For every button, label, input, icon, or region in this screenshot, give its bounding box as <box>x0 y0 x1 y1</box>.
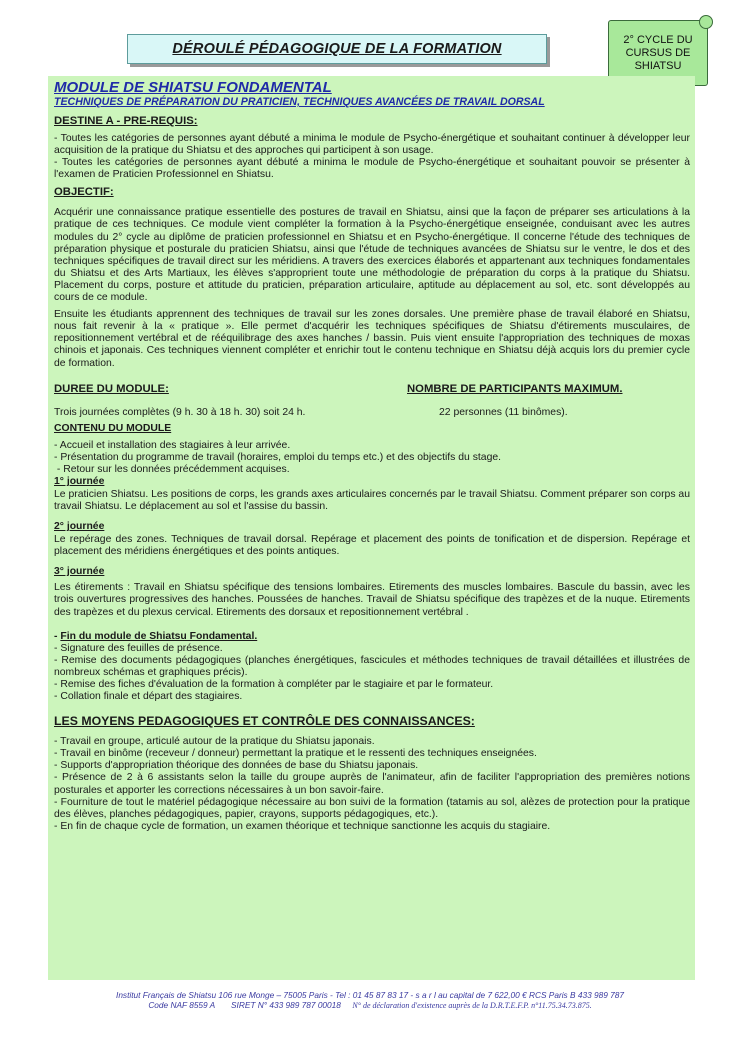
fin-heading: Fin du module de Shiatsu Fondamental. <box>60 630 258 642</box>
duration-participants-values <box>54 407 690 419</box>
fin-line: - Signature des feuilles de présence. <box>54 642 223 654</box>
contenu-line: - Accueil et installation des stagiaires à leur arrivée. <box>54 440 291 452</box>
fin-line: - Remise des documents pédagogiques (planches énergétiques, fascicules et méthodes techniques de travail détaillées et illustrées de nombreux schémas et graphiques précis). <box>54 654 690 678</box>
scroll-curl-top <box>699 15 713 29</box>
day2-heading: 2° journée <box>54 521 105 533</box>
fin-line: - Collation finale et départ des stagiaires. <box>54 691 243 703</box>
footer-siret: Code NAF 8559 A SIRET N° 433 989 787 00018 <box>148 1000 353 1010</box>
prereq-line: - Toutes les catégories de personnes ayant débuté a minima le module de Psycho-énergétique et souhaitant continuer à développer leur acquisition de la pratique du Shiatsu et des approches qui participent à son usage. <box>54 133 690 157</box>
moyens-heading: LES MOYENS PEDAGOGIQUES ET CONTRÔLE DES CONNAISSANCES: <box>54 714 475 729</box>
footer <box>0 990 740 1011</box>
moyens-line: - Fourniture de tout le matériel pédagogique nécessaire au bon suivi de la formation (tatamis au sol, alèzes de protection pour la pratique des élèves, planches pédagogiques, papier, crayons, supports pédagogiques, etc.). <box>54 796 690 820</box>
page-title-box <box>127 34 547 64</box>
duration-participants-row <box>54 383 690 401</box>
cycle-badge-line: CURSUS DE <box>625 46 691 59</box>
moyens-line: - Travail en groupe, articulé autour de la pratique du Shiatsu japonais. <box>54 736 375 748</box>
moyens-line: - Présence de 2 à 6 assistants selon la taille du groupe auprès de l'animateur, afin de faciliter l'appropriation des premières notions posturales et apporter les corrections nécessaires à un bon savoir-faire. <box>54 772 690 796</box>
cycle-badge-line: 2° CYCLE DU <box>623 33 693 46</box>
page-title: DÉROULÉ PÉDAGOGIQUE DE LA FORMATION <box>172 41 502 57</box>
contenu-line: - Retour sur les données précédemment acquises. <box>54 464 290 476</box>
prereq-line: - Toutes les catégories de personnes ayant débuté a minima le module de Psycho-énergétique et souhaitant pouvoir se présenter à l'examen de Praticien Professionnel en Shiatsu. <box>54 157 690 181</box>
duree-value: Trois journées complètes (9 h. 30 à 18 h. 30) soit 24 h. <box>54 406 306 418</box>
document-body <box>54 79 690 833</box>
duree-heading: DUREE DU MODULE: <box>54 382 169 395</box>
participants-heading: NOMBRE DE PARTICIPANTS MAXIMUM. <box>407 382 623 395</box>
footer-line-2 <box>0 1000 740 1011</box>
day3-heading: 3° journée <box>54 565 105 577</box>
moyens-line: - Travail en binôme (receveur / donneur) permettant la pratique et le ressenti des techniques enseignées. <box>54 748 537 760</box>
cycle-badge-line: SHIATSU <box>634 59 682 72</box>
day1-heading: 1° journée <box>54 476 105 488</box>
fin-line: - Remise des fiches d'évaluation de la formation à compléter par le stagiaire et par le formateur. <box>54 679 494 690</box>
footer-line-1: Institut Français de Shiatsu 106 rue Monge – 75005 Paris - Tel : 01 45 87 83 17 - s a r l au capital de 7 622,00 € RCS Paris B 433 989 787 <box>116 990 624 1000</box>
fin-bullet: - <box>54 630 61 642</box>
module-subtitle: TECHNIQUES DE PRÉPARATION DU PRATICIEN, TECHNIQUES AVANCÉES DE TRAVAIL DORSAL <box>54 96 545 108</box>
footer-declaration: N° de déclaration d'existence auprès de la D.R.T.E.F.P. n°11.75.34.73.875. <box>352 1001 592 1010</box>
objectif-heading: OBJECTIF: <box>54 186 114 199</box>
prereq-heading: DESTINE A - PRE-REQUIS: <box>54 115 198 127</box>
objectif-paragraph: Ensuite les étudiants apprennent des techniques de travail sur les zones dorsales. Une première phase de travail élaboré en Shiatsu, nous fait revenir à la « pratique ». Elle permet d'acquérir les techniques spécifiques de Shiatsu d'étirements musculaires, de repositionnement vertébral et de rééquilibrage des axes hanches / bassin. Puis vient ensuite l'appropriation des techniques de moxas chinois et japonais. Ces techniques viennent compléter et enrichir tout le contenu technique en Shiatsu déjà acquis lors du premier cycle de formation. <box>54 309 690 369</box>
moyens-line: - Supports d'appropriation théorique des données de base du Shiatsu japonais. <box>54 760 419 772</box>
moyens-line: - En fin de chaque cycle de formation, un examen théorique et technique sanctionne les acquis du stagiaire. <box>54 820 551 832</box>
contenu-line: - Présentation du programme de travail (horaires, emploi du temps etc.) et des objectifs du stage. <box>54 452 502 464</box>
contenu-heading: CONTENU DU MODULE <box>54 422 172 434</box>
participants-value: 22 personnes (11 binômes). <box>439 406 568 418</box>
module-title: MODULE DE SHIATSU FONDAMENTAL <box>54 79 332 96</box>
day2-text: Le repérage des zones. Techniques de travail dorsal. Repérage et placement des points de tonification et de dispersion. Repérage et placement des méridiens énergétiques et des points antiques. <box>54 533 690 557</box>
objectif-paragraph: Acquérir une connaissance pratique essentielle des postures de travail en Shiatsu, ainsi que la façon de préparer ses articulations à la pratique de ces techniques. Ce module vient compléter la formation à la Psycho-énergétique enseignée, conduisant avec les autres modules du 2° cycle au diplôme de praticien professionnel en Shiatsu et en Psycho-énergétique. Il concerne l'étude des techniques de préparation physique et posturale du praticien Shiatsu, ainsi que l'étude de techniques avancées de Shiatsu sur le ventre, le dos et des techniques spécifiques de travail direct sur les méridiens. A travers des exercices élaborés et appartenant aux techniques fondamentales du Shiatsu et des Arts Martiaux, les élèves s'approprient toute une méthodologie de préparation du corps à la pratique du Shiatsu. Placement du corps, posture et attitude du praticien, préparation articulaire, aptitude au déplacement au sol, etc. sont développés au cours de ce module. <box>54 207 690 304</box>
day3-text: Les étirements : Travail en Shiatsu spécifique des tensions lombaires. Etirements des muscles lombaires. Bascule du bassin, avec les trois ouvertures progressives des hanches. Poussées de hanches. Travail de Shiatsu spécifique des trapèzes et de la nuque. Etirements des trapèzes et du plexus cervical. Etirements des dorsaux et repositionnement vertébral . <box>54 582 690 618</box>
day1-text: Le praticien Shiatsu. Les positions de corps, les grands axes articulaires concernés par le travail Shiatsu. Comment préparer son corps au travail Shiatsu. Le déplacement au sol et l'assise du bassin. <box>54 488 690 513</box>
fin-heading-row <box>54 631 690 643</box>
